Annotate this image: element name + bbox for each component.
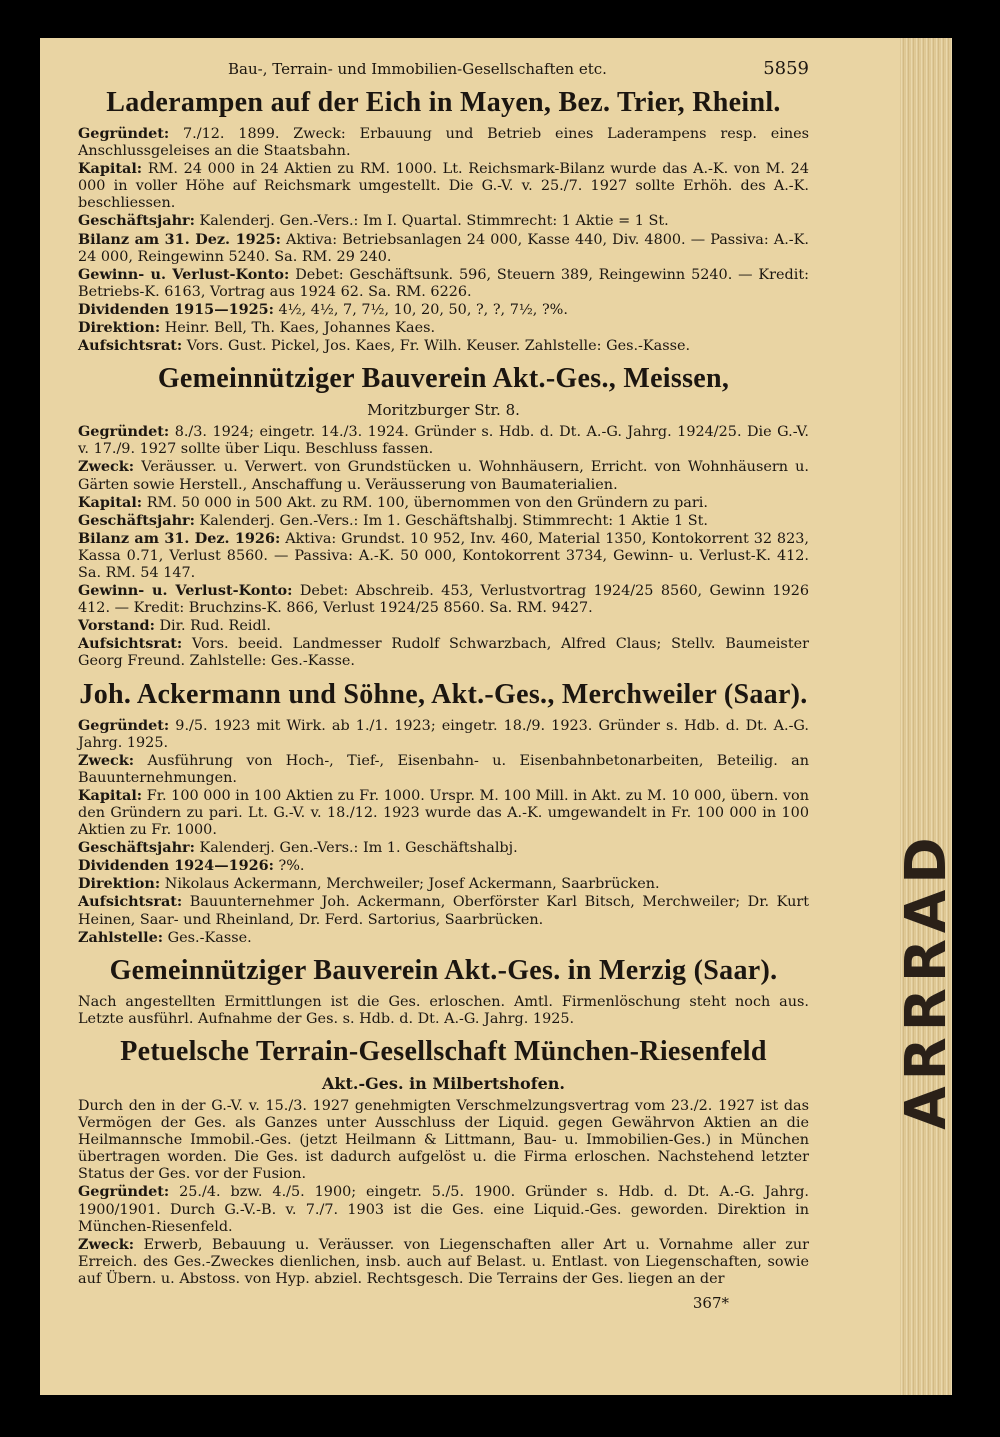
entry [78, 363, 809, 670]
field-text: Heinr. Bell, Th. Kaes, Johannes Kaes. [160, 320, 436, 337]
field-label: Kapital: [78, 160, 143, 178]
entry [78, 955, 809, 1028]
field-label: Geschäftsjahr: [78, 511, 195, 529]
field-label: Kapital: [78, 493, 143, 511]
field-text: Kalenderj. Gen.-Vers.: Im 1. Geschäftshalbj. Stimmrecht: 1 Aktie 1 St. [194, 512, 708, 529]
entry-paragraph [78, 717, 809, 752]
entry [78, 87, 809, 355]
field-text: 25./4. bzw. 4./5. 1900; eingetr. 5./5. 1900. Gründer s. Hdb. d. Dt. A.-G. Jahrg. 1900/1901. Durch G.-V.-B. v. 7./7. 1903 ist die Ges. eine Liquid.-Ges. geworden. Direktion in München-Riesenfeld. [78, 1184, 809, 1235]
entry-paragraph [78, 319, 809, 337]
field-label: Zahlstelle: [78, 928, 164, 946]
entry-paragraph [78, 266, 809, 301]
field-text: Vors. beeid. Landmesser Rudolf Schwarzbach, Alfred Claus; Stellv. Baumeister Georg Freund. Zahlstelle: Ges.-Kasse. [78, 636, 809, 670]
field-text: Bauunternehmer Joh. Ackermann, Oberförster Karl Bitsch, Merchweiler; Dr. Kurt Heinen, Saar- und Rheinland, Dr. Ferd. Sartorius, Saarbrücken. [78, 894, 809, 928]
field-label: Bilanz am 31. Dez. 1926: [78, 529, 281, 547]
field-text: Debet: Abschreib. 453, Verlustvortrag 1924/25 8560, Gewinn 1926 412. — Kredit: Bruchzins-K. 866, Verlust 1924/25 8560. Sa. RM. 9427. [78, 583, 810, 617]
field-text: 8./3. 1924; eingetr. 14./3. 1924. Gründer s. Hdb. d. Dt. A.-G. Jahrg. 1924/25. Die G.-V. v. 17./9. 1927 sollte über Liqu. Beschluss fassen. [78, 424, 809, 458]
field-text: Veräusser. u. Verwert. von Grundstücken u. Wohnhäusern, Erricht. von Wohnhäusern u. Gärten sowie Herstell., Anschaffung u. Veräusserung von Baumaterialien. [78, 459, 809, 493]
field-text: Kalenderj. Gen.-Vers.: Im 1. Geschäftshalbj. [194, 840, 518, 857]
entry-paragraph [78, 1183, 809, 1235]
field-text: Ges.-Kasse. [163, 929, 252, 946]
entry-paragraph [78, 752, 809, 787]
field-text: Durch den in der G.-V. v. 15./3. 1927 genehmigten Verschmelzungsvertrag vom 23./2. 1927 ist das Vermögen der Ges. als Ganzes unter Ausschluss der Liquid. gegen Gewährvon Aktien an die Heilmannsche Immobil.-Ges. (jetzt Heilmann & Littmann, Bau- u. Immobilien-Ges.) in München übertragen worden. Die Ges. ist dadurch aufgelöst u. die Firma erloschen. Nachstehend letzter Status der Ges. vor der Fusion. [78, 1097, 809, 1183]
field-label: Gegründet: [78, 716, 170, 734]
field-text: Nach angestellten Ermittlungen ist die Ges. erloschen. Amtl. Firmenlöschung steht noch aus. Letzte ausführl. Aufnahme der Ges. s. Hdb. d. Dt. A.-G. Jahrg. 1925. [78, 993, 809, 1027]
field-text: Fr. 100 000 in 100 Aktien zu Fr. 1000. Urspr. M. 100 Mill. in Akt. zu M. 10 000, übern. von den Gründern zu pari. Lt. G.-V. v. 18./12. 1923 wurde das A.-K. umgewandelt in Fr. 100 000 in 100 Aktien zu Fr. 1000. [78, 787, 809, 839]
entry-paragraph [78, 635, 809, 670]
field-text: Debet: Geschäftsunk. 596, Steuern 389, Reingewinn 5240. — Kredit: Betriebs-K. 6163, Vortrag aus 1924 62. Sa. RM. 6226. [78, 266, 810, 300]
field-label: Geschäftsjahr: [78, 212, 195, 230]
field-label: Dividenden 1915—1925: [78, 300, 274, 318]
entry [78, 1036, 809, 1288]
entry-title: Gemeinnütziger Bauverein Akt.-Ges. in Merzig (Saar). [109, 954, 778, 986]
field-text: Ausführung von Hoch-, Tief-, Eisenbahn- u. Eisenbahnbetonarbeiten, Beteilig. an Bauunternehmungen. [78, 752, 809, 786]
field-label: Gewinn- u. Verlust-Konto: [78, 265, 290, 283]
entry-paragraph [78, 160, 809, 212]
signature-mark: 367* [692, 1293, 729, 1312]
field-label: Aufsichtsrat: [78, 635, 183, 653]
running-head: Bau-, Terrain- und Immobilien-Gesellschaften etc. [228, 60, 607, 78]
entry-paragraph [78, 875, 809, 893]
entry-paragraph [78, 337, 809, 355]
field-text: ?%. [273, 858, 305, 875]
field-label: Direktion: [78, 875, 161, 893]
page-content [78, 58, 809, 1312]
field-text: 4½, 4½, 7, 7½, 10, 20, 50, ?, ?, 7½, ?%. [273, 301, 568, 318]
entry-subtitle: Moritzburger Str. 8. [367, 401, 520, 420]
field-text: RM. 50 000 in 500 Akt. zu RM. 100, übernommen von den Gründern zu pari. [142, 494, 708, 511]
field-text: 9./5. 1923 mit Wirk. ab 1./1. 1923; eingetr. 18./9. 1923. Gründer s. Hdb. d. Dt. A.-G. Jahrg. 1925. [78, 717, 809, 751]
entry-paragraph [78, 929, 809, 947]
field-label: Zweck: [78, 458, 135, 476]
field-label: Aufsichtsrat: [78, 337, 183, 355]
entry [78, 679, 809, 947]
field-text: Aktiva: Betriebsanlagen 24 000, Kasse 440, Div. 4800. — Passiva: A.-K. 24 000, Reingewinn 5240. Sa. RM. 29 240. [78, 231, 809, 265]
entry-paragraph [78, 125, 809, 160]
running-header [78, 58, 809, 79]
entry-subtitle: Akt.-Ges. in Milbertshofen. [321, 1073, 565, 1093]
field-text: Erwerb, Bebauung u. Veräusser. von Liegenschaften aller Art u. Vornahme aller zur Erreich. des Ges.-Zweckes dienlichen, insb. auch auf Belast. u. Entlast. von Liegenschaften, sowie auf Übern. u. Abstoss. von Hyp. abziel. Rechtsgesch. Die Terrains der Ges. liegen an der [78, 1236, 809, 1287]
field-label: Gewinn- u. Verlust-Konto: [78, 582, 293, 600]
field-label: Gegründet: [78, 1183, 170, 1201]
field-text: Aktiva: Grundst. 10 952, Inv. 460, Material 1350, Kontokorrent 32 823, Kassa 0.71, Verlust 8560. — Passiva: A.-K. 50 000, Kontokorrent 3734, Gewinn- u. Verlust-K. 412. Sa. RM. 54 147. [78, 530, 809, 581]
side-stamp-text: ARRRAD [893, 830, 959, 1130]
field-label: Vorstand: [78, 617, 155, 635]
entry-title: Joh. Ackermann und Söhne, Akt.-Ges., Merchweiler (Saar). [79, 678, 808, 710]
field-label: Gegründet: [78, 125, 170, 142]
entry-paragraph [78, 787, 809, 839]
entry-title: Petuelsche Terrain-Gesellschaft München-Riesenfeld [120, 1035, 767, 1067]
entry-paragraph [78, 893, 809, 928]
entry-paragraph [78, 617, 809, 635]
field-text: Nikolaus Ackermann, Merchweiler; Josef Ackermann, Saarbrücken. [160, 876, 660, 893]
side-stamp [893, 640, 959, 1320]
field-label: Kapital: [78, 786, 143, 804]
sections [78, 87, 809, 1288]
field-text: Vors. Gust. Pickel, Jos. Kaes, Fr. Wilh. Keuser. Zahlstelle: Ges.-Kasse. [182, 338, 691, 355]
field-label: Bilanz am 31. Dez. 1925: [78, 230, 281, 248]
field-label: Dividenden 1924—1926: [78, 857, 274, 875]
entry-paragraph [78, 423, 809, 458]
entry-paragraph [78, 857, 809, 875]
page-number: 5859 [763, 58, 809, 79]
entry-paragraph [78, 582, 809, 617]
entry-paragraph [78, 1236, 809, 1288]
entry-paragraph [78, 839, 809, 857]
field-text: Kalenderj. Gen.-Vers.: Im I. Quartal. Stimmrecht: 1 Aktie = 1 St. [194, 213, 669, 230]
entry-title: Laderampen auf der Eich in Mayen, Bez. Trier, Rheinl. [106, 87, 781, 118]
entry-paragraph [78, 530, 809, 582]
field-text: 7./12. 1899. Zweck: Erbauung und Betrieb eines Laderampens resp. eines Anschlussgeleises an die Staatsbahn. [78, 126, 809, 160]
field-label: Aufsichtsrat: [78, 893, 183, 911]
entry-paragraph [78, 212, 809, 230]
field-label: Geschäftsjahr: [78, 839, 195, 857]
field-label: Zweck: [78, 1235, 135, 1253]
field-label: Gegründet: [78, 423, 170, 441]
field-label: Zweck: [78, 751, 135, 769]
entry-paragraph [78, 512, 809, 530]
entry-paragraph [78, 494, 809, 512]
entry-title: Gemeinnütziger Bauverein Akt.-Ges., Meissen, [157, 363, 730, 395]
entry-paragraph [78, 231, 809, 266]
entry-paragraph [78, 1097, 809, 1183]
entry-paragraph [78, 993, 809, 1028]
entry-paragraph [78, 301, 809, 319]
entry-paragraph [78, 458, 809, 493]
field-text: RM. 24 000 in 24 Aktien zu RM. 1000. Lt. Reichsmark-Bilanz wurde das A.-K. von M. 24 000 in voller Höhe auf Reichsmark umgestellt. Die G.-V. v. 25./7. 1927 sollte Erhöh. des A.-K. beschliessen. [78, 161, 809, 212]
field-text: Dir. Rud. Reidl. [154, 618, 271, 635]
field-label: Direktion: [78, 319, 161, 337]
